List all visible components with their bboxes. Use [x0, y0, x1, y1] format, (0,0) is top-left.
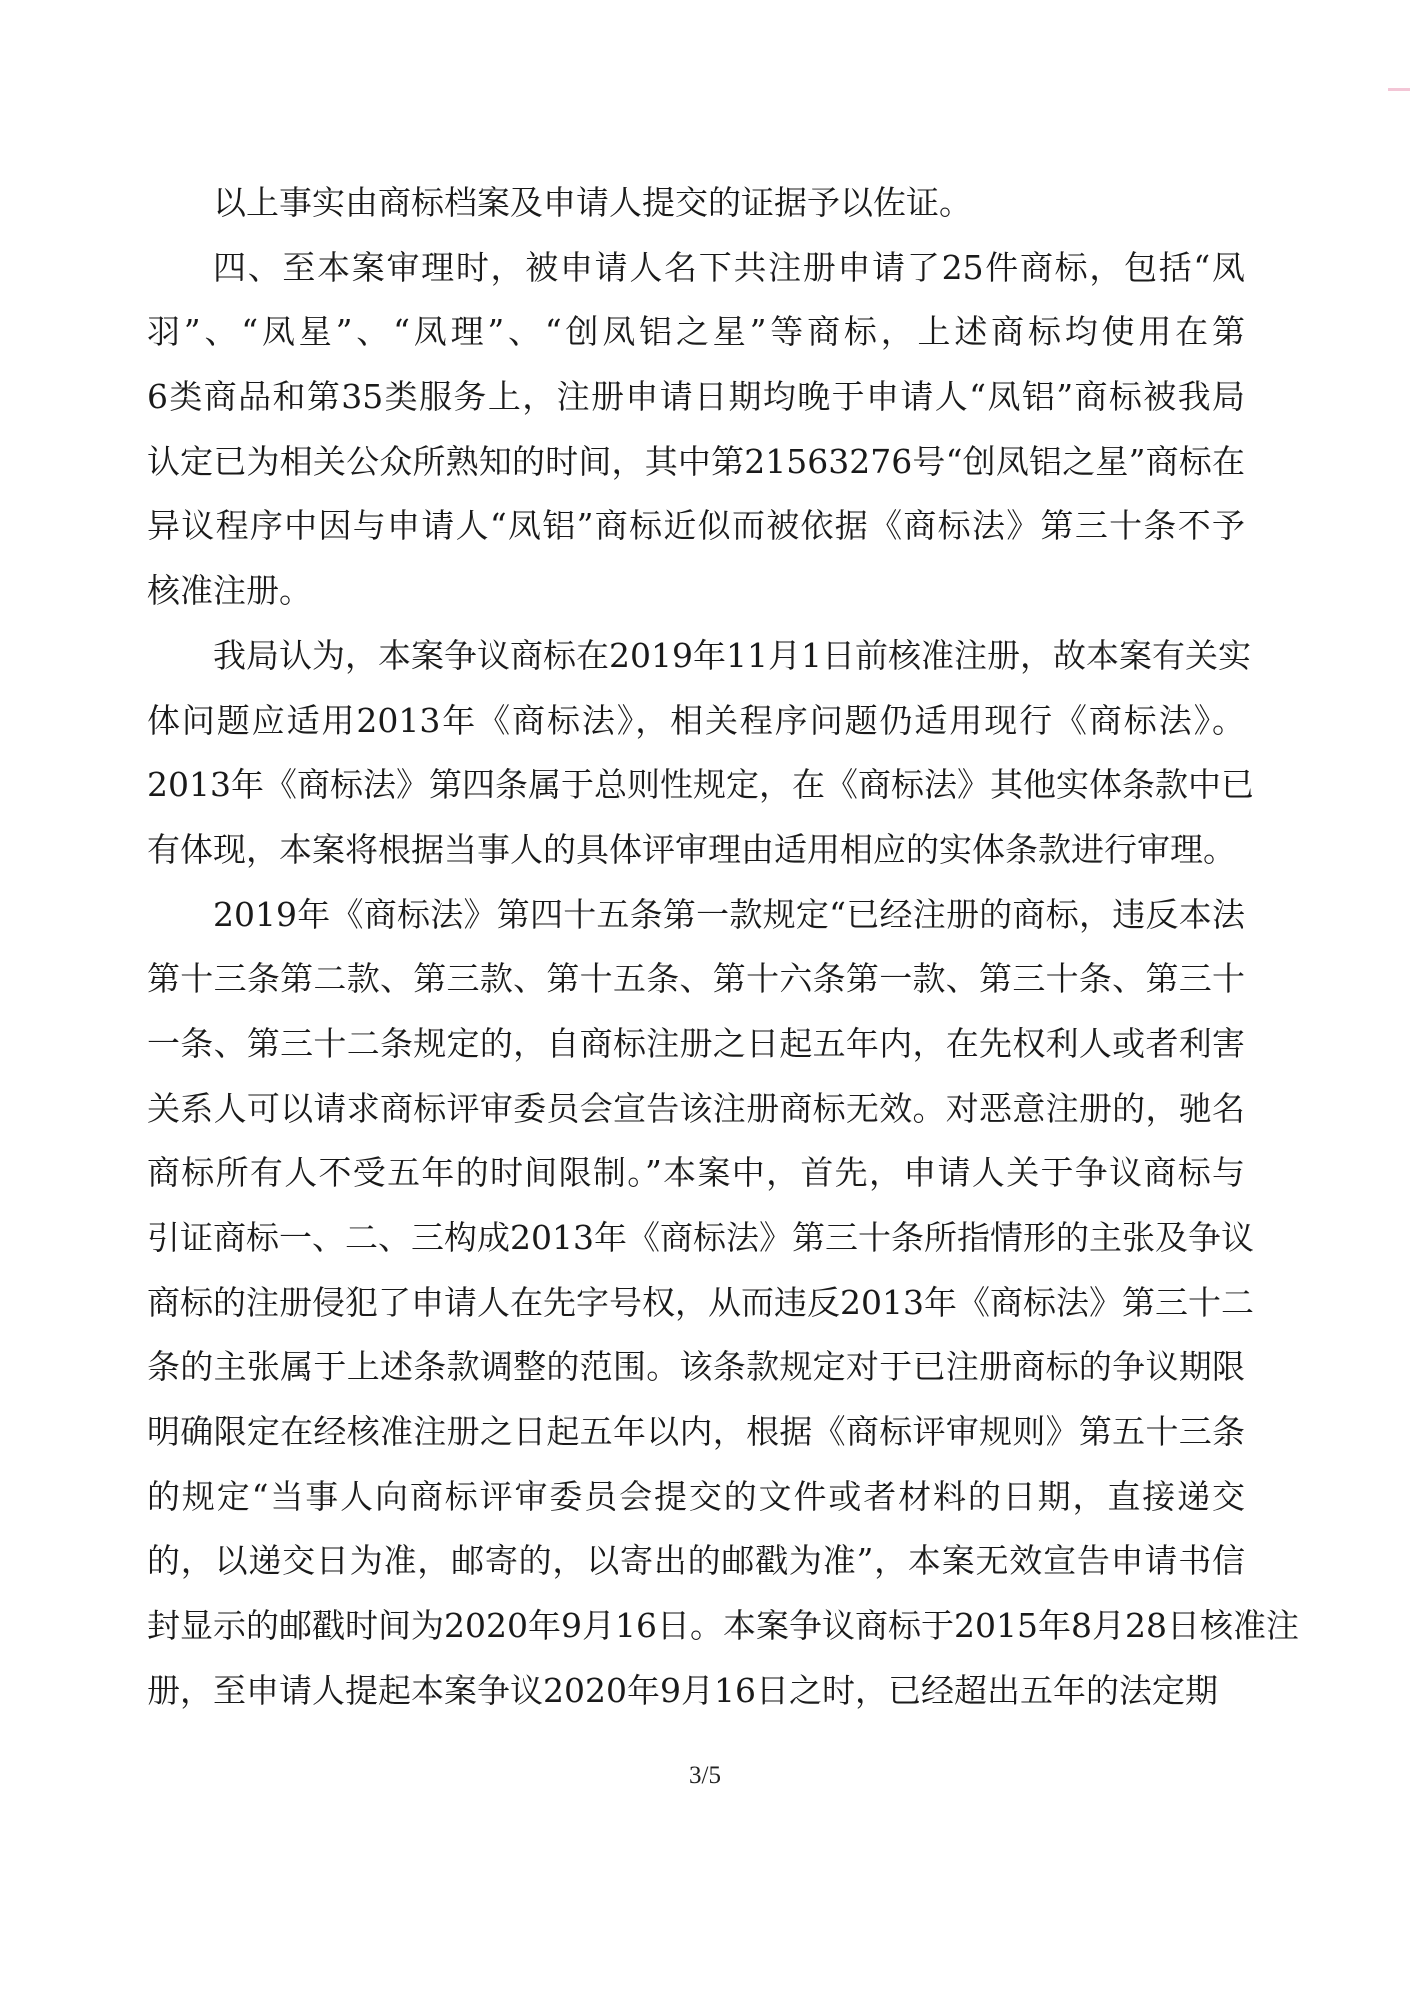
scan-mark — [1388, 88, 1410, 91]
text-line: 异议程序中因与申请人“凤铝”商标近似而被依据《商标法》第三十条不予 — [147, 506, 1245, 546]
text-line: 封显示的邮戳时间为2020年9月16日。本案争议商标于2015年8月28日核准注 — [147, 1606, 1299, 1646]
text-line: 册，至申请人提起本案争议2020年9月16日之时，已经超出五年的法定期 — [147, 1670, 1218, 1710]
text-line: 核准注册。 — [147, 571, 312, 611]
text-line: 2019年《商标法》第四十五条第一款规定“已经注册的商标，违反本法 — [213, 894, 1245, 934]
text-line: 2013年《商标法》第四条属于总则性规定，在《商标法》其他实体条款中已 — [147, 765, 1254, 805]
text-line: 体问题应适用2013年《商标法》，相关程序问题仍适用现行《商标法》。 — [147, 700, 1245, 740]
text-line: 引证商标一、二、三构成2013年《商标法》第三十条所指情形的主张及争议 — [147, 1218, 1254, 1257]
text-line: 四、至本案审理时，被申请人名下共注册申请了25件商标，包括“凤 — [213, 247, 1245, 287]
page-number: 3/5 — [689, 1762, 721, 1789]
text-line: 的，以递交日为准，邮寄的，以寄出的邮戳为准”，本案无效宣告申请书信 — [147, 1541, 1245, 1581]
text-line: 关系人可以请求商标评审委员会宣告该注册商标无效。对恶意注册的，驰名 — [147, 1088, 1245, 1128]
text-line: 有体现，本案将根据当事人的具体评审理由适用相应的实体条款进行审理。 — [147, 829, 1236, 869]
text-line: 的规定“当事人向商标评审委员会提交的文件或者材料的日期，直接递交 — [147, 1476, 1245, 1516]
text-line: 我局认为，本案争议商标在2019年11月1日前核准注册，故本案有关实 — [213, 635, 1251, 675]
text-line: 以上事实由商标档案及申请人提交的证据予以佐证。 — [213, 183, 972, 222]
text-line: 条的主张属于上述条款调整的范围。该条款规定对于已注册商标的争议期限 — [147, 1347, 1245, 1387]
text-line: 一条、第三十二条规定的，自商标注册之日起五年内，在先权利人或者利害 — [147, 1023, 1245, 1063]
text-line: 认定已为相关公众所熟知的时间，其中第21563276号“创凤铝之星”商标在 — [147, 441, 1245, 481]
text-line: 明确限定在经核准注册之日起五年以内，根据《商标评审规则》第五十三条 — [147, 1412, 1245, 1452]
document-body — [147, 171, 1299, 1724]
text-line: 6类商品和第35类服务上，注册申请日期均晚于申请人“凤铝”商标被我局 — [147, 377, 1245, 417]
text-line: 商标所有人不受五年的时间限制。”本案中，首先，申请人关于争议商标与 — [147, 1153, 1245, 1193]
text-line: 羽”、“凤星”、“凤理”、“创凤铝之星”等商标，上述商标均使用在第 — [147, 312, 1245, 352]
text-line: 第十三条第二款、第三款、第十五条、第十六条第一款、第三十条、第三十 — [147, 959, 1245, 999]
text-line: 商标的注册侵犯了申请人在先字号权，从而违反2013年《商标法》第三十二 — [147, 1282, 1254, 1322]
